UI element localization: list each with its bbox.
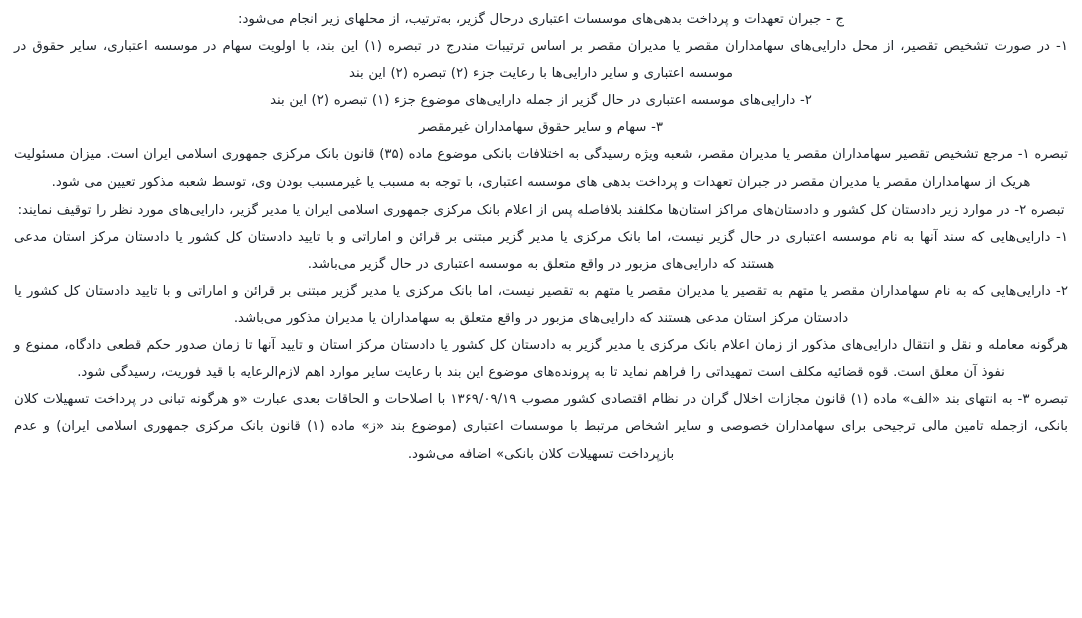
- paragraph-item-2: ۲- دارایی‌های موسسه اعتباری در حال گزیر از جمله دارایی‌های موضوع جزء (۱) تبصره (۲) این بند: [270, 93, 812, 109]
- paragraph-clause-jim: ج - جبران تعهدات و پرداخت بدهی‌های موسسات اعتباری درحال گزیر، به‌ترتیب، از محلهای زیر انجام می‌شود:: [238, 12, 844, 27]
- paragraph-item-3: ۳- سهام و سایر حقوق سهامداران غیرمقصر: [418, 120, 664, 136]
- paragraph-note-3: تبصره ۳- به انتهای بند «الف» ماده (۱) قانون مجازات اخلال گران در نظام اقتصادی کشور مصوب ۱۳۶۹/۰۹/۱۹ با اصلاحات و الحاقات بعدی عبارت «و هرگونه تبانی در پرداخت تسهیلات کلان بانکی، ازجمله تامین مالی ترجیحی برای سهامداران خصوصی و سایر اشخاص مرتبط با موسسات اعتباری (موضوع بند «ز» ماده (۱) قانون بانک مرکزی جمهوری اسلامی ایران) و عدم بازپرداخت تسهیلات کلان بانکی» اضافه می‌شود.: [14, 392, 1068, 462]
- paragraph-note-2: تبصره ۲- در موارد زیر دادستان کل کشور و دادستان‌های مراکز استان‌ها مکلفند بلافاصله پس از اعلام بانک مرکزی جمهوری اسلامی ایران یا مدیر گزیر، دارایی‌های مورد نظر را توقیف نمایند:: [17, 202, 1065, 218]
- document-body: [14, 6, 1068, 468]
- paragraph-note-1: تبصره ۱- مرجع تشخیص تقصیر سهامداران مقصر یا مدیران مقصر، شعبه ویژه رسیدگی به اختلافات بانکی موضوع ماده (۳۵) قانون بانک مرکزی جمهوری اسلامی ایران است. میزان مسئولیت هریک از سهامداران مقصر یا مدیران مقصر در جبران تعهدات و پرداخت بدهی های موسسه اعتباری، با توجه به مسبب یا غیرمسبب بودن وی، توسط شعبه مذکور تعیین می شود.: [14, 147, 1068, 190]
- paragraph-note-2-closing: هرگونه معامله و نقل و انتقال دارایی‌های مذکور از زمان اعلام بانک مرکزی یا مدیر گزیر به دادستان کل کشور یا دادستان مرکز استان و تایید آنها تا زمان صدور حکم قطعی دادگاه، ممنوع و نفوذ آن معلق است. قوه قضائیه مکلف است تمهیداتی را فراهم نماید تا به پرونده‌های موضوع این بند با رعایت سایر موارد اهم لازم‌الرعایه با قید فوریت، رسیدگی شود.: [14, 338, 1068, 381]
- paragraph-note-2-item-2: ۲- دارایی‌هایی که به نام سهامداران مقصر یا متهم به تقصیر یا مدیران مقصر یا متهم به تقصیر نیست، اما بانک مرکزی یا مدیر گزیر مبتنی بر قرائن و اماراتی و با تایید دادستان کل کشور یا دادستان مرکز استان مدعی هستند که دارایی‌های مزبور در واقع متعلق به سهامداران یا مدیران مذکور می‌باشد.: [14, 283, 1068, 327]
- paragraph-note-2-item-1: ۱- دارایی‌هایی که سند آنها به نام موسسه اعتباری در حال گزیر نیست، اما بانک مرکزی یا مدیر گزیر مبتنی بر قرائن و اماراتی و با تایید دادستان کل کشور یا دادستان مرکز استان مدعی هستند که دارایی‌های مزبور در واقع متعلق به موسسه اعتباری در حال گزیر می‌باشد.: [14, 229, 1068, 272]
- paragraph-item-1: ۱- در صورت تشخیص تقصیر، از محل دارایی‌های سهامداران مقصر یا مدیران مقصر بر اساس ترتیبات مندرج در تبصره (۱) این بند، با اولویت سهام در موسسه اعتباری، سایر حقوق در موسسه اعتباری و سایر دارایی‌ها با رعایت جزء (۲) تبصره (۲) این بند: [14, 39, 1068, 82]
